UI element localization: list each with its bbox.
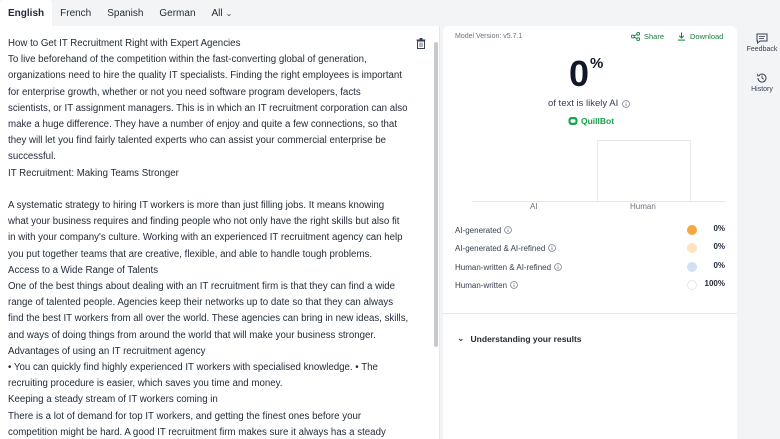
ai-score-value: 0 — [569, 53, 590, 94]
history-icon — [756, 72, 768, 84]
row-label: Human-written & AI-refined — [455, 262, 552, 272]
tab-spanish[interactable] — [99, 0, 151, 26]
tab-english-label: English — [8, 7, 45, 19]
editor-line — [8, 182, 416, 198]
chart-label-human: Human — [630, 202, 656, 211]
download-icon — [677, 32, 686, 41]
history-label: History — [751, 86, 773, 93]
editor-line: recruiting procedure is easier, which saves you time and money. — [8, 378, 283, 390]
editor-line: Advantages of using an IT recruitment agency — [8, 345, 206, 357]
download-label: Download — [690, 32, 724, 41]
breakdown-row-human-written — [455, 278, 725, 292]
row-label: AI-generated & AI-refined — [455, 243, 546, 253]
editor-line: Access to a Wide Range of Talents — [8, 264, 159, 276]
editor-line: competition might be hard. A good IT recruitment firm makes sure it always has a steady — [8, 426, 386, 438]
legend-dot — [687, 243, 697, 253]
chart-axis — [473, 201, 725, 202]
share-button[interactable] — [631, 32, 664, 41]
share-icon — [631, 32, 640, 41]
row-percent: 100% — [704, 279, 725, 288]
trash-icon[interactable] — [416, 38, 426, 49]
editor-line: in with your company's culture. Working with an experienced IT recruitment agency can help — [8, 232, 403, 244]
info-icon[interactable] — [622, 100, 630, 108]
likely-ai-label: of text is likely AI — [548, 98, 619, 109]
likely-ai-text — [548, 98, 630, 109]
editor-line: find the best IT workers from all over the world. These agencies can bring in new ideas, skills, — [8, 313, 409, 325]
tab-english[interactable] — [0, 0, 52, 26]
editor-line: what your business requires and finding people who not only have the right skills but also fit — [8, 216, 400, 228]
understanding-label: Understanding your results — [470, 333, 582, 344]
row-percent: 0% — [713, 242, 725, 251]
legend-dot — [687, 225, 697, 235]
breakdown-row-ai-refined — [455, 241, 725, 255]
text-editor[interactable] — [0, 26, 440, 439]
editor-line: range of talented people. Agencies keep their networks up to date so that they can always — [8, 297, 394, 309]
divider — [443, 313, 737, 314]
tab-german-label: German — [159, 7, 196, 19]
feedback-icon — [756, 33, 768, 44]
tab-spanish-label: Spanish — [107, 7, 144, 19]
editor-line: they will let you find fairly talented experts who can assist your commercial enterprise be — [8, 135, 386, 147]
editor-line: There is a lot of demand for top IT workers, and getting the finest ones before your — [8, 410, 362, 422]
breakdown-row-ai-generated — [455, 223, 725, 237]
editor-line: successful. — [8, 151, 56, 163]
chart-bar-human — [597, 140, 691, 201]
tab-german[interactable] — [151, 0, 203, 26]
editor-line: To live beforehand of the competition within the fast-converting global of generation, — [8, 54, 367, 66]
info-icon[interactable] — [554, 263, 562, 271]
feedback-label: Feedback — [746, 46, 778, 53]
editor-line: A systematic strategy to hiring IT workers is more than just filling jobs. It means knowing — [8, 200, 385, 212]
row-label: AI-generated — [455, 225, 502, 235]
ai-score-unit: % — [590, 55, 604, 72]
editor-content[interactable] — [8, 36, 416, 439]
results-panel — [443, 26, 737, 439]
quillbot-logo — [568, 116, 614, 126]
editor-line: IT Recruitment: Making Teams Stronger — [8, 167, 179, 179]
info-icon[interactable] — [504, 226, 512, 234]
ai-score — [569, 53, 604, 100]
row-percent: 0% — [713, 261, 725, 270]
quillbot-icon — [568, 116, 578, 126]
editor-line: you put together teams that are creative, flexible, and able to handle tough problems. — [8, 248, 373, 260]
share-label: Share — [644, 32, 665, 41]
editor-line: • You can quickly find highly experienced IT workers with specialised knowledge. • The — [8, 362, 378, 374]
legend-dot — [687, 262, 697, 272]
legend-dot — [687, 280, 697, 290]
editor-line: organizations need to hire the quality IT specialists. Finding the right employees is important — [8, 70, 402, 82]
history-button[interactable] — [744, 72, 780, 93]
editor-line: Keeping a steady stream of IT workers coming in — [8, 394, 218, 406]
chevron-down-icon: ⌄ — [457, 333, 465, 343]
row-label: Human-written — [455, 280, 508, 290]
understanding-results-toggle[interactable] — [457, 333, 582, 344]
model-version: Model Version: v5.7.1 — [455, 33, 523, 40]
chart-label-ai: AI — [530, 202, 538, 211]
breakdown-row-human-ai-refined — [455, 260, 725, 274]
chevron-down-icon: ⌄ — [225, 8, 233, 18]
editor-line: How to Get IT Recruitment Right with Expert Agencies — [8, 38, 241, 49]
editor-line: One of the best things about dealing with an IT recruitment firm is that they can find a wide — [8, 281, 395, 293]
feedback-button[interactable] — [744, 33, 780, 53]
tab-french-label: French — [60, 7, 92, 19]
tab-french[interactable] — [52, 0, 99, 26]
row-percent: 0% — [713, 224, 725, 233]
tab-all-dropdown[interactable] — [204, 0, 241, 26]
editor-line: scientists, or IT assignment managers. This is in which an IT recruitment corporation can also — [8, 102, 408, 114]
info-icon[interactable] — [510, 281, 518, 289]
editor-line: for enterprise growth, whether or not you need software program developers, facts — [8, 86, 361, 98]
editor-line: make a huge difference. They have a number of enjoy and quite a few connections, so that — [8, 119, 398, 131]
editor-line: and ways of doing things from around the world that will make your business stronger. — [8, 329, 376, 341]
info-icon[interactable] — [548, 244, 556, 252]
editor-scrollbar[interactable] — [434, 42, 438, 347]
brand-label: QuillBot — [581, 116, 615, 126]
tab-all-label: All — [211, 7, 223, 19]
download-button[interactable] — [677, 32, 723, 41]
language-tabs — [0, 0, 440, 26]
